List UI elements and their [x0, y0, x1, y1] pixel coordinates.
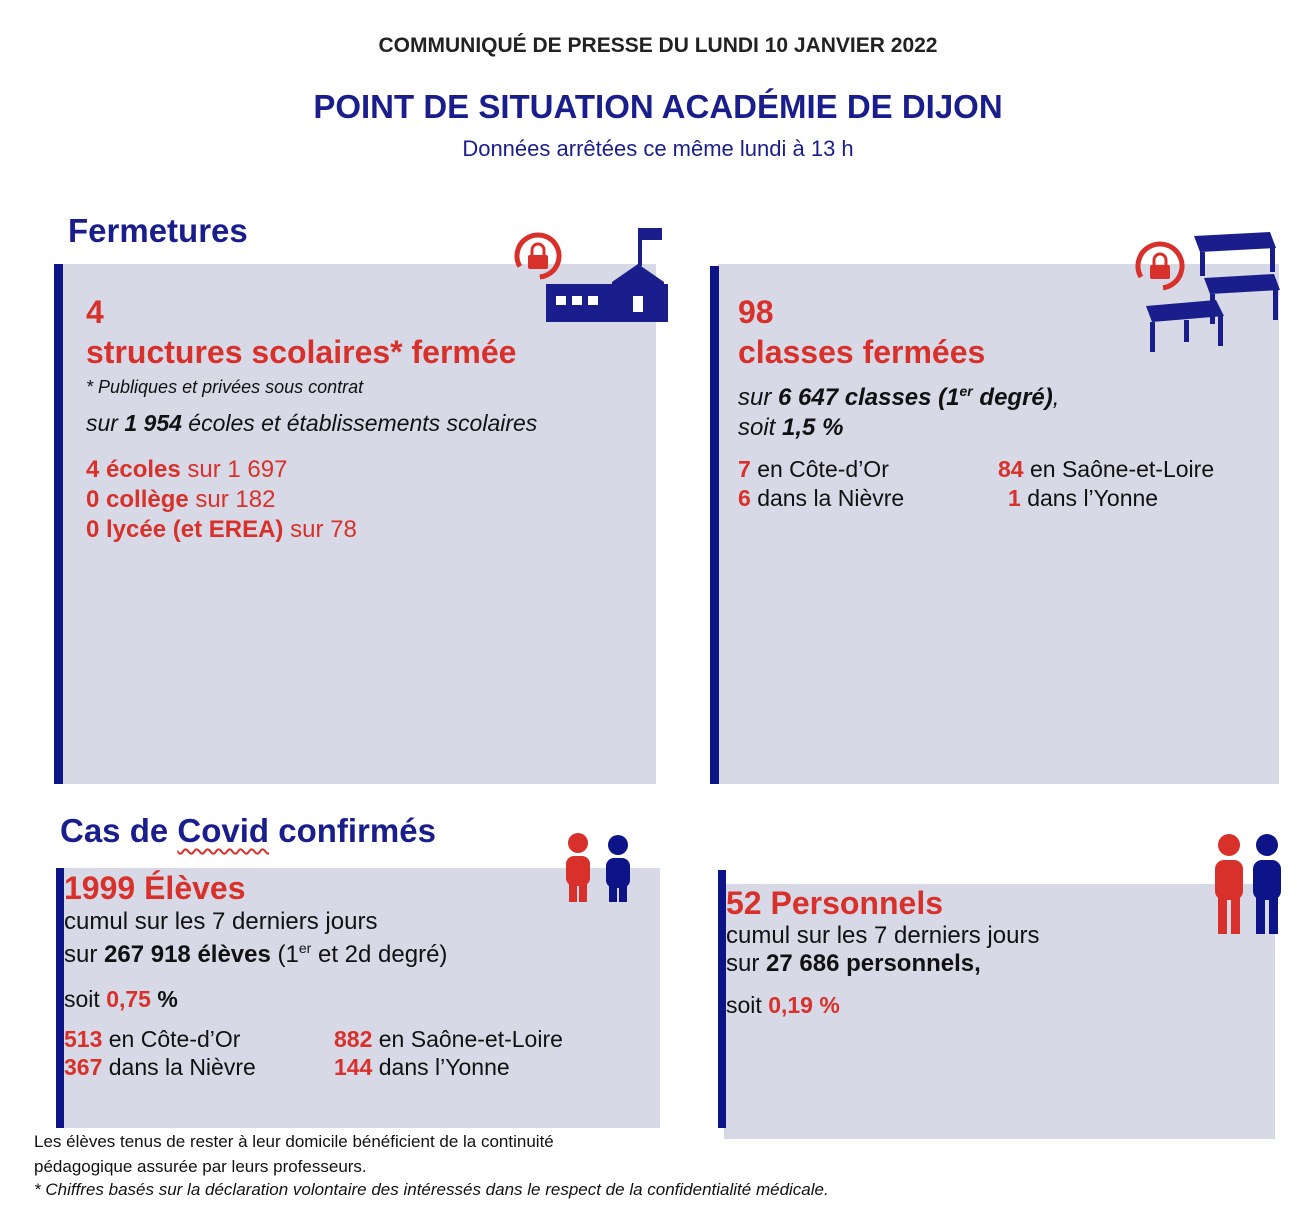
- tables-icon: [1146, 232, 1280, 352]
- list-item: 6 dans la Nièvre: [738, 485, 905, 511]
- list-item: 84 en Saône-et-Loire: [998, 456, 1215, 482]
- structures-footnote: * Publiques et privées sous contrat: [86, 377, 364, 397]
- classes-departments: [738, 455, 1278, 515]
- list-item: 0 collège sur 182: [86, 486, 276, 513]
- lock-icon: [1130, 236, 1190, 296]
- press-release-date: COMMUNIQUÉ DE PRESSE DU LUNDI 10 JANVIER 2022: [378, 34, 938, 57]
- personnels-card: [726, 884, 1266, 1020]
- eleves-headline: 1999 Élèves: [64, 870, 246, 906]
- structures-panel-accent: [54, 264, 63, 784]
- list-item: 144 dans l’Yonne: [334, 1054, 510, 1080]
- structures-label: structures scolaires* fermée: [86, 334, 517, 370]
- structures-breakdown: [86, 455, 646, 545]
- list-item: 1 dans l’Yonne: [1008, 485, 1159, 511]
- classes-count: 98: [738, 294, 774, 330]
- personnels-headline: 52 Personnels: [726, 885, 943, 921]
- classes-rate: soit 1,5 %: [738, 414, 844, 441]
- eleves-cumul: cumul sur les 7 derniers jours: [64, 908, 378, 935]
- eleves-rate: soit 0,75 %: [64, 986, 178, 1012]
- list-item: 0 lycée (et EREA) sur 78: [86, 516, 357, 543]
- page-subtitle: Données arrêtées ce même lundi à 13 h: [462, 136, 854, 161]
- classes-panel-accent: [710, 266, 719, 784]
- eleves-panel-accent: [56, 868, 64, 1128]
- people-icon: [562, 832, 636, 906]
- eleves-departments: [64, 1025, 654, 1083]
- section-title-fermetures: Fermetures: [68, 212, 248, 249]
- structures-count: 4: [86, 294, 104, 330]
- lock-icon: [509, 227, 566, 284]
- personnels-panel-accent: [718, 870, 726, 1128]
- classes-label: classes fermées: [738, 334, 986, 370]
- list-item: 367 dans la Nièvre: [64, 1054, 256, 1080]
- list-item: 7 en Côte-d’Or: [738, 456, 889, 482]
- page-title: POINT DE SITUATION ACADÉMIE DE DIJON: [313, 88, 1003, 125]
- section-title-covid: Cas de Covid confirmés: [60, 812, 436, 849]
- classroom-locked-icon: [1130, 226, 1284, 356]
- footer-note: Les élèves tenus de rester à leur domicile bénéficient de la continuité pédagogique assurée par leurs professeurs.: [34, 1132, 554, 1176]
- footer-disclaimer: * Chiffres basés sur la déclaration volontaire des intéressés dans le respect de la confidentialité médicale.: [34, 1180, 829, 1199]
- list-item: 4 écoles sur 1 697: [86, 456, 288, 483]
- eleves-total: sur 267 918 élèves (1er et 2d degré): [64, 940, 448, 968]
- list-item: 882 en Saône-et-Loire: [334, 1026, 563, 1052]
- school-locked-icon: [508, 224, 670, 324]
- structures-card: [86, 294, 646, 545]
- personnels-total: sur 27 686 personnels,: [726, 950, 981, 977]
- people-icon: [1210, 832, 1284, 936]
- structures-total: sur 1 954 écoles et établissements scolaires: [86, 410, 538, 436]
- personnels-cumul: cumul sur les 7 derniers jours: [726, 922, 1040, 949]
- personnels-rate: soit 0,19 %: [726, 992, 840, 1018]
- classes-total: sur 6 647 classes (1er degré),: [738, 383, 1060, 411]
- list-item: 513 en Côte-d’Or: [64, 1026, 241, 1052]
- school-icon: [546, 228, 668, 322]
